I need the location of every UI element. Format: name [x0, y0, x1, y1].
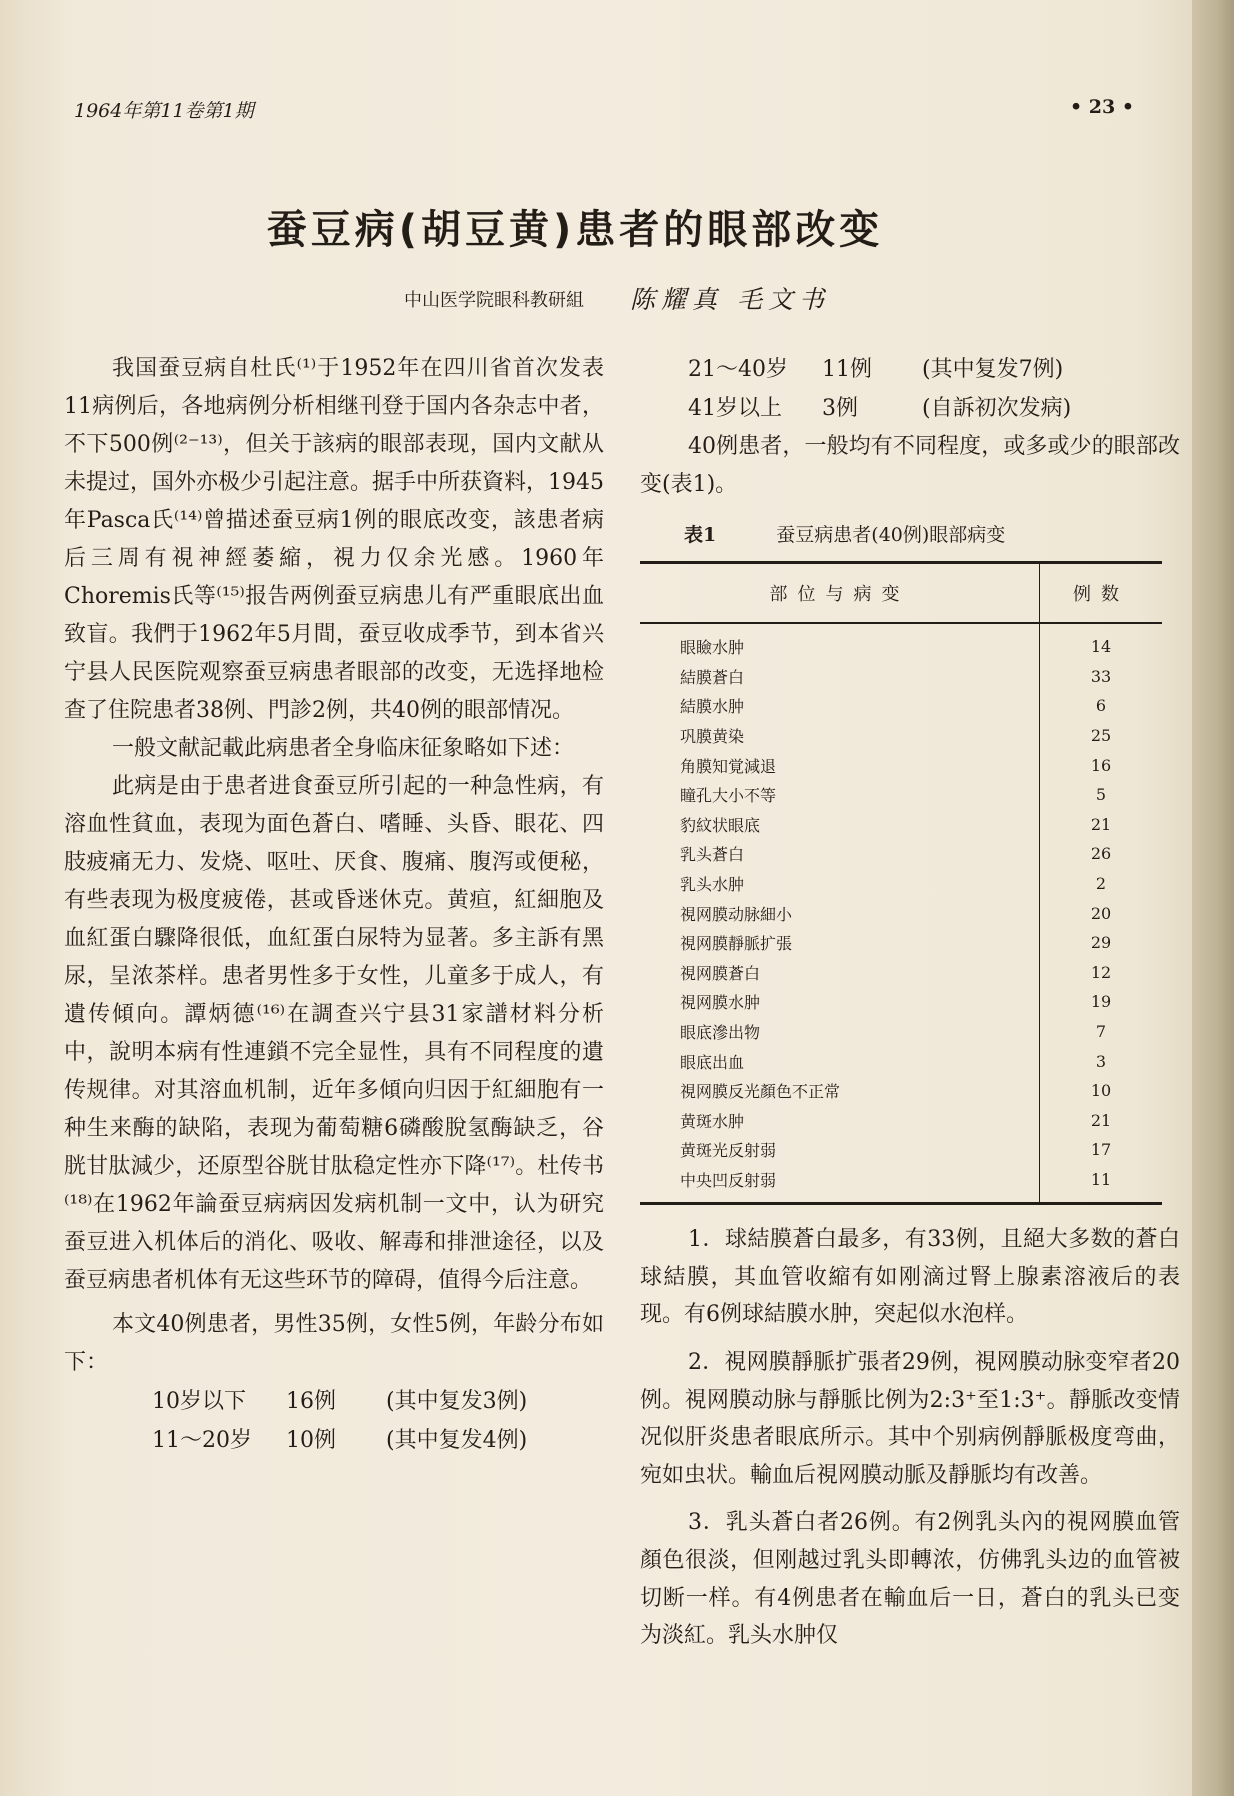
case-count: 3例 [822, 395, 858, 421]
lesion-site: 黄斑水肿 [680, 1111, 745, 1131]
lesion-site: 中央凹反射弱 [640, 1165, 1040, 1204]
case-count: 6 [1040, 691, 1163, 721]
case-note: (其中复发7例) [922, 356, 1064, 382]
paragraph: 2．視网膜靜脈扩張者29例，視网膜动脉变窄者20例。視网膜动脉与靜脈比例为2:3⁺至1:3⁺。靜脈改变情况似肝炎患者眼底所示。其中个别病例靜脈极度弯曲，宛如虫状。輸血后視网膜动脈及靜脈均有改善。 [640, 1350, 1180, 1488]
table-row [640, 1106, 1162, 1136]
table-label: 表1 [684, 524, 717, 546]
lesion-site: 眼瞼水肿 [680, 638, 745, 658]
article-title: 蚕豆病(胡豆黄)患者的眼部改变 [266, 207, 884, 253]
lesion-site: 瞳孔大小不等 [680, 786, 777, 806]
age-distribution [640, 350, 1180, 428]
age-distribution [64, 1382, 604, 1460]
paragraph: 本文40例患者，男性35例，女性5例，年龄分布如下： [64, 1312, 604, 1375]
age-row [64, 1421, 604, 1460]
table-row [640, 721, 1162, 751]
lesion-site: 乳头水肿 [680, 875, 745, 895]
journal-issue: 1964年第11卷第1期 [74, 100, 254, 122]
table-row [640, 928, 1162, 958]
right-column [640, 350, 1180, 1655]
case-count: 2 [1040, 869, 1163, 899]
age-row [64, 1382, 604, 1421]
case-count: 14 [1040, 623, 1163, 662]
case-count: 29 [1040, 928, 1163, 958]
case-count: 19 [1040, 987, 1163, 1017]
lesion-site: 結膜水肿 [680, 697, 745, 717]
lesion-site: 視网膜反光顏色不正常 [680, 1082, 841, 1102]
case-count: 3 [1040, 1046, 1163, 1076]
paragraph: 1．球結膜蒼白最多，有33例，且絕大多数的蒼白球結膜，其血管收縮有如刚滴过腎上腺素溶液后的表现。有6例球結膜水肿，突起似水泡样。 [640, 1227, 1180, 1328]
paragraph: 3．乳头蒼白者26例。有2例乳头內的視网膜血管顏色很淡，但刚越过乳头即轉浓，仿佛乳头边的血管被切断一样。有4例患者在輸血后一日，蒼白的乳头已变为淡紅。乳头水肿仅 [640, 1510, 1180, 1649]
age-range: 11～20岁 [152, 1427, 252, 1453]
age-range: 41岁以上 [688, 395, 782, 421]
case-count: 17 [1040, 1135, 1163, 1165]
paragraph: 40例患者，一般均有不同程度，或多或少的眼部改变(表1)。 [640, 434, 1180, 497]
table-row [640, 1076, 1162, 1106]
lesion-site: 視网膜蒼白 [680, 963, 761, 983]
case-count: 11例 [822, 356, 872, 382]
table-row [640, 869, 1162, 899]
age-row [640, 389, 1180, 428]
column-header-count: 例数 [1040, 563, 1163, 624]
case-note: (自訴初次发病) [922, 395, 1072, 421]
case-count: 5 [1040, 780, 1163, 810]
page-number: • 23 • [1070, 96, 1134, 118]
paragraph: 我国蚕豆病自杜氏⁽¹⁾于1952年在四川省首次发表11病例后，各地病例分析相继刊登于国内各杂志中者，不下500例⁽²⁻¹³⁾，但关于該病的眼部表现，国内文献从未提过，国外亦极少引起注意。据手中所获資料，1945年Pasca氏⁽¹⁴⁾曾描述蚕豆病1例的眼底改变，該患者病后三周有視神經萎縮，視力仅余光感。1960年Choremis氏等⁽¹⁵⁾报告两例蚕豆病患儿有严重眼底出血致盲。我們于1962年5月間，蚕豆收成季节，到本省兴宁县人民医院观察蚕豆病患者眼部的改变，无选择地检查了住院患者38例、門診2例，共40例的眼部情况。 [64, 356, 604, 723]
age-row [640, 350, 1180, 389]
lesion-site: 角膜知覚減退 [680, 756, 777, 776]
page-edge [1192, 0, 1234, 1796]
table-row [640, 691, 1162, 721]
lesion-site: 黄斑光反射弱 [680, 1141, 777, 1161]
paragraph: 一般文献記載此病患者全身临床征象略如下述： [112, 736, 575, 761]
lesion-site: 眼底滲出物 [680, 1023, 761, 1043]
left-column [64, 350, 604, 1460]
lesion-table [640, 561, 1162, 1205]
case-count: 21 [1040, 810, 1163, 840]
lesion-site: 乳头蒼白 [680, 845, 745, 865]
lesion-site: 視网膜动脉細小 [680, 904, 793, 924]
case-count: 10 [1040, 1076, 1163, 1106]
paragraph: 此病是由于患者进食蚕豆所引起的一种急性病，有溶血性貧血，表现为面色蒼白、嗜睡、头昏、眼花、四肢疲痛无力、发烧、呕吐、厌食、腹痛、腹泻或便秘，有些表现为极度疲倦，甚或昏迷休克。黄疸，紅細胞及血紅蛋白驟降很低，血紅蛋白尿特为显著。多主訴有黑尿，呈浓茶样。患者男性多于女性，儿童多于成人，有遺传傾向。譚炳德⁽¹⁶⁾在調查兴宁县31家譜材料分析中，說明本病有性連鎖不完全显性，具有不同程度的遺传规律。对其溶血机制，近年多傾向归因于紅細胞有一种生来酶的缺陷，表现为葡萄糖6磷酸脫氢酶缺乏，谷胱甘肽減少，还原型谷胱甘肽稳定性亦下降⁽¹⁷⁾。杜传书⁽¹⁸⁾在1962年論蚕豆病病因发病机制一文中，认为研究蚕豆进入机体后的消化、吸收、解毒和排泄途径，以及蚕豆病患者机体有无这些环节的障碍，值得今后注意。 [64, 774, 604, 1293]
lesion-site: 視网膜水肿 [680, 993, 761, 1013]
table-row [640, 898, 1162, 928]
table-row [640, 1165, 1162, 1204]
table-row [640, 810, 1162, 840]
table-row [640, 1017, 1162, 1047]
column-header-site: 部位与病变 [640, 563, 1040, 624]
table-row [640, 958, 1162, 988]
table-row [640, 1135, 1162, 1165]
case-count: 12 [1040, 958, 1163, 988]
lesion-site: 視网膜靜脈扩張 [680, 934, 793, 954]
case-count: 11 [1040, 1165, 1163, 1204]
case-count: 16例 [286, 1388, 336, 1414]
case-count: 26 [1040, 839, 1163, 869]
table-row [640, 662, 1162, 692]
lesion-site: 結膜蒼白 [680, 667, 745, 687]
lesion-site: 巩膜黄染 [680, 727, 745, 747]
case-note: (其中复发3例) [386, 1388, 528, 1414]
table-row [640, 780, 1162, 810]
authors: 陈耀真 毛文书 [630, 285, 830, 314]
case-count: 21 [1040, 1106, 1163, 1136]
age-range: 21～40岁 [688, 356, 788, 382]
findings [640, 1221, 1180, 1655]
table-caption [684, 520, 1180, 547]
case-count: 7 [1040, 1017, 1163, 1047]
lesion-site: 眼底出血 [680, 1052, 745, 1072]
case-count: 25 [1040, 721, 1163, 751]
table-row [640, 623, 1162, 662]
lesion-site: 豹紋状眼底 [680, 815, 761, 835]
case-count: 20 [1040, 898, 1163, 928]
age-range: 10岁以下 [152, 1388, 246, 1414]
table-row [640, 1046, 1162, 1076]
table-row [640, 987, 1162, 1017]
table-title: 蚕豆病患者(40例)眼部病变 [776, 524, 1006, 546]
table-row [640, 839, 1162, 869]
case-count: 33 [1040, 662, 1163, 692]
case-count: 16 [1040, 750, 1163, 780]
case-note: (其中复发4例) [386, 1427, 528, 1453]
case-count: 10例 [286, 1427, 336, 1453]
table-row [640, 750, 1162, 780]
affiliation: 中山医学院眼科教研組 [404, 290, 584, 311]
